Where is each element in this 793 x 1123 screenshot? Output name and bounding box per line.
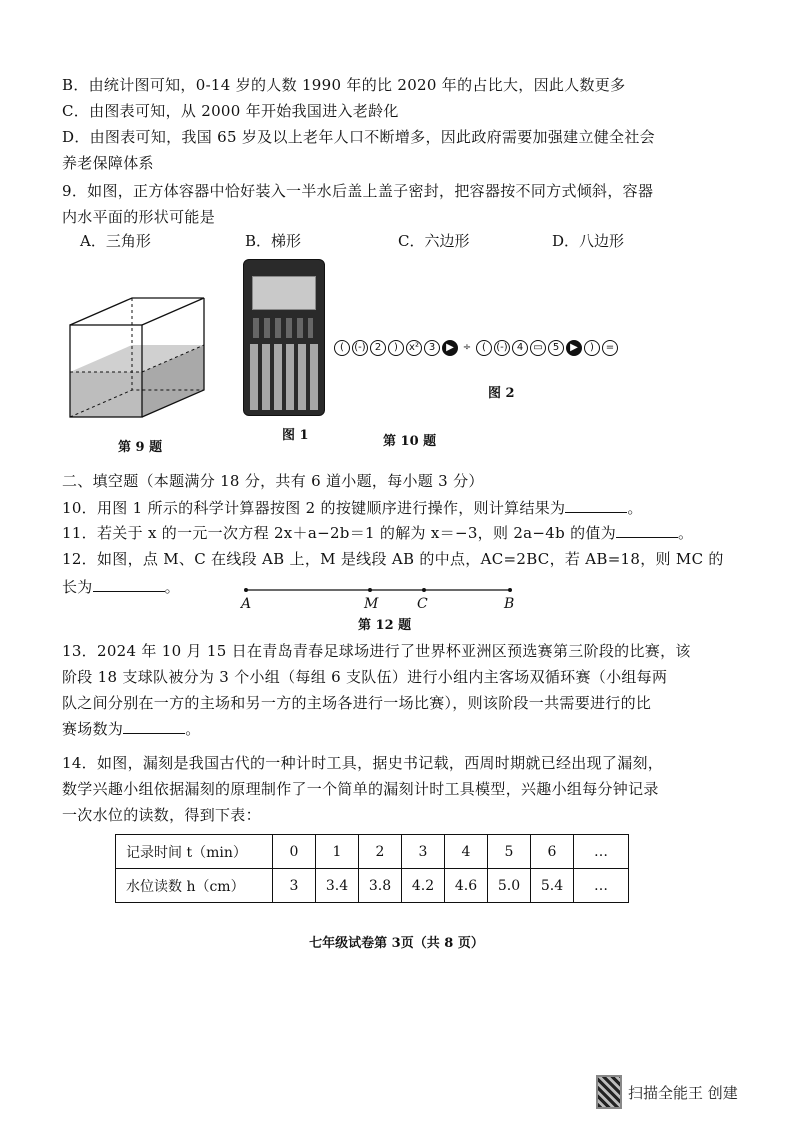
q13-line1: 13．2024 年 10 月 15 日在青岛青春足球场进行了世界杯亚洲区预选赛第三阶段的比赛，该 <box>62 642 691 660</box>
table-cell: 3.4 <box>316 869 359 903</box>
q13-end: 。 <box>185 720 201 738</box>
point-m <box>368 588 372 592</box>
table-cell: 4 <box>445 835 488 869</box>
q12-caption: 第 12 题 <box>358 618 412 633</box>
cube-figure <box>62 292 212 422</box>
q14-line1: 14．如图，漏刻是我国古代的一种计时工具，据史书记载，西周时期就已经出现了漏刻， <box>62 754 664 772</box>
table-cell: 3 <box>273 869 316 903</box>
table-cell: 3.8 <box>359 869 402 903</box>
key-close-paren: ) <box>388 340 404 356</box>
q12-line2 <box>62 576 180 597</box>
row-header-time: 记录时间 t（min） <box>116 835 273 869</box>
q10-caption: 第 10 题 <box>383 434 437 449</box>
key-open-paren: ( <box>334 340 350 356</box>
q13-line2: 阶段 18 支球队被分为 3 个小组（每组 6 支队伍）进行小组内主客场双循环赛（小组每两 <box>62 668 668 686</box>
q9-option-b: B．梯形 <box>245 232 302 250</box>
key-sequence <box>334 340 618 356</box>
point-c <box>422 588 426 592</box>
q11-text-body: 11．若关于 x 的一元一次方程 2x＋a−2b＝1 的解为 x＝−3，则 2a−4b 的值为 <box>62 524 616 542</box>
label-c: C <box>417 596 428 612</box>
q12-line2-body: 长为 <box>62 578 93 596</box>
q13-line4-body: 赛场数为 <box>62 720 124 738</box>
table-cell: 5.0 <box>488 869 531 903</box>
q11-answer-blank <box>616 523 678 538</box>
calculator-number-keys <box>250 344 318 410</box>
key-equals: = <box>602 340 618 356</box>
label-m: M <box>364 596 379 612</box>
key-3: 3 <box>424 340 440 356</box>
fig1-caption: 图 1 <box>282 428 309 443</box>
q13-line3: 队之间分别在一方的主场和另一方的主场各进行一场比赛），则该阶段一共需要进行的比 <box>62 694 652 712</box>
key-4: 4 <box>512 340 528 356</box>
q10-end: 。 <box>627 499 643 517</box>
table-cell: 4.2 <box>402 869 445 903</box>
section-heading: 二、填空题（本题满分 18 分，共有 6 道小题，每小题 3 分） <box>62 472 484 490</box>
key-negative-2: (-) <box>494 340 510 356</box>
key-close-paren-2: ) <box>584 340 600 356</box>
water-front <box>70 372 142 417</box>
key-negative: (-) <box>352 340 368 356</box>
table-row <box>116 869 629 903</box>
key-power: x² <box>406 340 422 356</box>
table-cell: 4.6 <box>445 869 488 903</box>
q11-end: 。 <box>678 524 694 542</box>
option-b: B．由统计图可知，0-14 岁的人数 1990 年的比 2020 年的占比大，因此人数更多 <box>62 76 626 94</box>
table-cell: 1 <box>316 835 359 869</box>
q10-text <box>62 497 643 518</box>
q11-text <box>62 522 693 543</box>
table-cell: 0 <box>273 835 316 869</box>
label-b: B <box>504 596 515 612</box>
q14-line3: 一次水位的读数，得到下表： <box>62 806 261 824</box>
table-cell: … <box>574 835 629 869</box>
watermark-text: 扫描全能王 创建 <box>628 1083 738 1102</box>
q9-option-c: C．六边形 <box>398 232 470 250</box>
calculator-screen <box>252 276 316 310</box>
table-cell: 2 <box>359 835 402 869</box>
q9-caption: 第 9 题 <box>118 440 163 455</box>
q10-text-body: 10．用图 1 所示的科学计算器按图 2 的按键顺序进行操作，则计算结果为 <box>62 499 566 517</box>
key-divide: ÷ <box>462 342 472 353</box>
table-cell: 3 <box>402 835 445 869</box>
segment-figure <box>238 582 523 616</box>
option-d-line2: 养老保障体系 <box>62 154 154 172</box>
q12-line1: 12．如图，点 M、C 在线段 AB 上，M 是线段 AB 的中点，AC=2BC，若 AB=18，则 MC 的 <box>62 550 724 568</box>
water-level-table <box>115 834 629 903</box>
table-cell: 5 <box>488 835 531 869</box>
q13-answer-blank <box>123 719 185 734</box>
key-5: 5 <box>548 340 564 356</box>
q14-line2: 数学兴趣小组依据漏刻的原理制作了一个简单的漏刻计时工具模型，兴趣小组每分钟记录 <box>62 780 659 798</box>
key-2: 2 <box>370 340 386 356</box>
q12-answer-blank <box>93 577 165 592</box>
key-fraction: ▭ <box>530 340 546 356</box>
q9-line1: 9．如图，正方体容器中恰好装入一半水后盖上盖子密封，把容器按不同方式倾斜，容器 <box>62 182 654 200</box>
point-a <box>244 588 248 592</box>
row-header-level: 水位读数 h（cm） <box>116 869 273 903</box>
q9-option-a: A．三角形 <box>80 232 151 250</box>
fig2-caption: 图 2 <box>488 386 515 401</box>
key-right-arrow: ▶ <box>442 340 458 356</box>
q9-option-d: D．八边形 <box>552 232 625 250</box>
scanner-watermark <box>596 1075 738 1109</box>
key-open-paren-2: ( <box>476 340 492 356</box>
page-footer: 七年级试卷第 3页（共 8 页） <box>309 936 484 951</box>
label-a: A <box>241 596 252 612</box>
calculator-image <box>243 259 325 416</box>
point-b <box>508 588 512 592</box>
option-d-line1: D．由图表可知，我国 65 岁及以上老年人口不断增多，因此政府需要加强建立健全社会 <box>62 128 655 146</box>
q9-line2: 内水平面的形状可能是 <box>62 208 216 226</box>
q13-line4 <box>62 718 201 739</box>
q12-end: 。 <box>164 578 180 596</box>
table-row <box>116 835 629 869</box>
table-cell: 5.4 <box>531 869 574 903</box>
key-right-arrow-2: ▶ <box>566 340 582 356</box>
table-cell: … <box>574 869 629 903</box>
qr-code-icon <box>596 1075 622 1109</box>
q10-answer-blank <box>565 498 627 513</box>
table-cell: 6 <box>531 835 574 869</box>
calculator-function-keys <box>253 318 313 338</box>
option-c: C．由图表可知，从 2000 年开始我国进入老龄化 <box>62 102 399 120</box>
